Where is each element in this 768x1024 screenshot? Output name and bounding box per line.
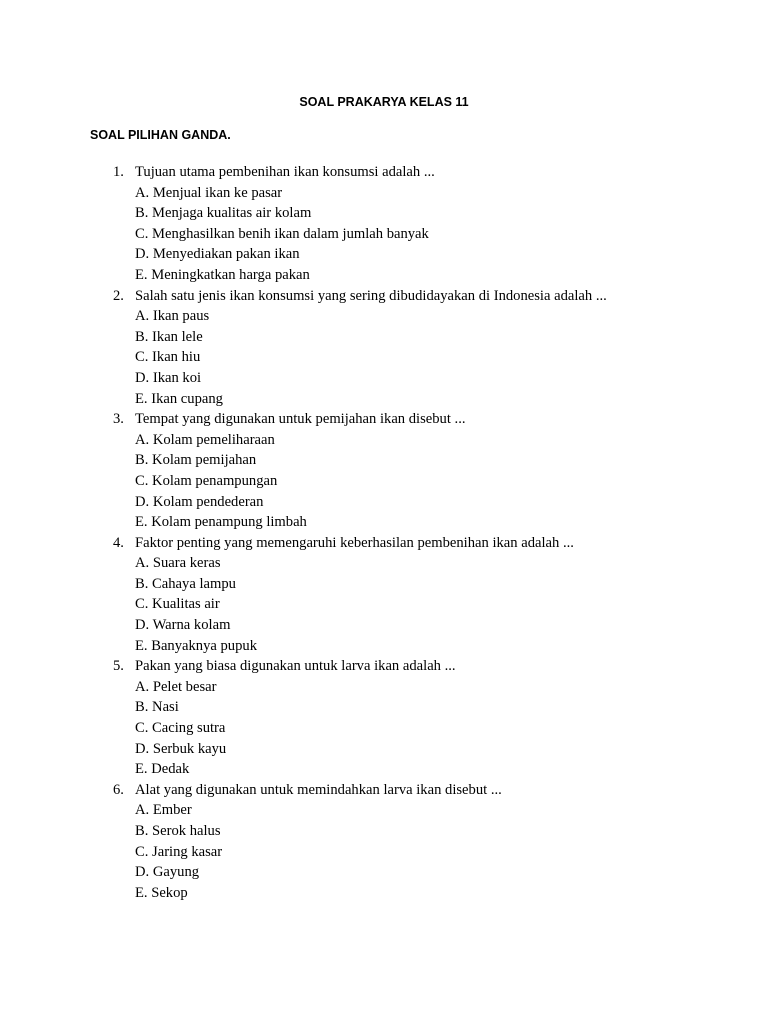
option-item bbox=[0, 368, 768, 389]
question-text: Tempat yang digunakan untuk pemijahan ikan disebut ... bbox=[135, 411, 466, 428]
option-item bbox=[0, 718, 768, 739]
option-text: C. Kolam penampungan bbox=[135, 472, 278, 489]
option-item bbox=[0, 492, 768, 513]
option-item bbox=[0, 842, 768, 863]
question-row bbox=[0, 780, 768, 801]
question-item bbox=[0, 656, 768, 780]
option-text: E. Meningkatkan harga pakan bbox=[135, 266, 310, 283]
option-item bbox=[0, 759, 768, 780]
option-text: D. Kolam pendederan bbox=[135, 493, 264, 510]
option-item bbox=[0, 450, 768, 471]
option-item bbox=[0, 821, 768, 842]
option-item bbox=[0, 347, 768, 368]
question-number: 1. bbox=[113, 164, 124, 180]
option-text: B. Serok halus bbox=[135, 823, 221, 839]
option-item bbox=[0, 512, 768, 533]
section-heading: SOAL PILIHAN GANDA. bbox=[90, 128, 231, 142]
option-item bbox=[0, 389, 768, 410]
option-text: A. Pelet besar bbox=[135, 678, 217, 695]
option-item bbox=[0, 203, 768, 224]
option-text: A. Ember bbox=[135, 802, 192, 819]
option-text: E. Banyaknya pupuk bbox=[135, 637, 257, 654]
question-list bbox=[0, 162, 768, 903]
option-text: E. Dedak bbox=[135, 761, 190, 778]
question-text: Pakan yang biasa digunakan untuk larva ikan adalah ... bbox=[135, 658, 456, 675]
question-item bbox=[0, 409, 768, 533]
option-item bbox=[0, 306, 768, 327]
question-text: Tujuan utama pembenihan ikan konsumsi adalah ... bbox=[135, 164, 435, 180]
question-number: 2. bbox=[113, 287, 124, 304]
question-row bbox=[0, 656, 768, 677]
question-text: Alat yang digunakan untuk memindahkan larva ikan disebut ... bbox=[135, 781, 502, 798]
question-item bbox=[0, 533, 768, 657]
option-item bbox=[0, 327, 768, 348]
option-item bbox=[0, 800, 768, 821]
option-text: B. Ikan lele bbox=[135, 328, 203, 345]
option-item bbox=[0, 739, 768, 760]
question-text: Faktor penting yang memengaruhi keberhasilan pembenihan ikan adalah ... bbox=[135, 534, 574, 551]
option-text: E. Kolam penampung limbah bbox=[135, 514, 307, 531]
option-item bbox=[0, 594, 768, 615]
option-item bbox=[0, 430, 768, 451]
option-item bbox=[0, 677, 768, 698]
option-text: B. Nasi bbox=[135, 699, 179, 716]
option-list bbox=[0, 183, 768, 286]
option-item bbox=[0, 224, 768, 245]
option-text: B. Cahaya lampu bbox=[135, 575, 236, 592]
option-item bbox=[0, 862, 768, 883]
option-text: D. Gayung bbox=[135, 864, 200, 881]
question-row bbox=[0, 533, 768, 554]
option-item bbox=[0, 553, 768, 574]
question-number: 5. bbox=[113, 658, 124, 675]
option-text: E. Ikan cupang bbox=[135, 390, 223, 407]
question-row bbox=[0, 162, 768, 183]
option-text: B. Menjaga kualitas air kolam bbox=[135, 205, 312, 222]
question-row bbox=[0, 409, 768, 430]
option-item bbox=[0, 883, 768, 904]
document-title: SOAL PRAKARYA KELAS 11 bbox=[299, 95, 469, 109]
option-list bbox=[0, 430, 768, 533]
option-text: C. Jaring kasar bbox=[135, 843, 223, 860]
option-list bbox=[0, 553, 768, 656]
option-list bbox=[0, 677, 768, 780]
option-item bbox=[0, 471, 768, 492]
question-text: Salah satu jenis ikan konsumsi yang sering dibudidayakan di Indonesia adalah ... bbox=[135, 287, 607, 304]
option-text: D. Warna kolam bbox=[135, 617, 231, 634]
option-text: B. Kolam pemijahan bbox=[135, 452, 257, 469]
option-text: A. Menjual ikan ke pasar bbox=[135, 184, 283, 201]
question-item bbox=[0, 780, 768, 904]
option-text: C. Menghasilkan benih ikan dalam jumlah banyak bbox=[135, 225, 429, 242]
option-item bbox=[0, 265, 768, 286]
option-text: A. Kolam pemeliharaan bbox=[135, 431, 275, 448]
option-item bbox=[0, 574, 768, 595]
question-number: 3. bbox=[113, 411, 124, 428]
question-item bbox=[0, 162, 768, 286]
option-item bbox=[0, 697, 768, 718]
option-item bbox=[0, 615, 768, 636]
question-number: 4. bbox=[113, 534, 124, 551]
option-text: A. Ikan paus bbox=[135, 308, 210, 325]
option-list bbox=[0, 800, 768, 903]
option-text: A. Suara keras bbox=[135, 555, 221, 572]
question-item bbox=[0, 286, 768, 410]
option-text: C. Kualitas air bbox=[135, 596, 220, 613]
option-text: D. Serbuk kayu bbox=[135, 740, 227, 757]
option-text: C. Cacing sutra bbox=[135, 720, 226, 737]
option-text: C. Ikan hiu bbox=[135, 349, 201, 366]
option-text: E. Sekop bbox=[135, 884, 188, 901]
question-row bbox=[0, 286, 768, 307]
option-list bbox=[0, 306, 768, 409]
question-number: 6. bbox=[113, 781, 124, 798]
option-text: D. Ikan koi bbox=[135, 369, 202, 386]
option-item bbox=[0, 183, 768, 204]
option-item bbox=[0, 244, 768, 265]
option-item bbox=[0, 636, 768, 657]
option-text: D. Menyediakan pakan ikan bbox=[135, 246, 300, 263]
